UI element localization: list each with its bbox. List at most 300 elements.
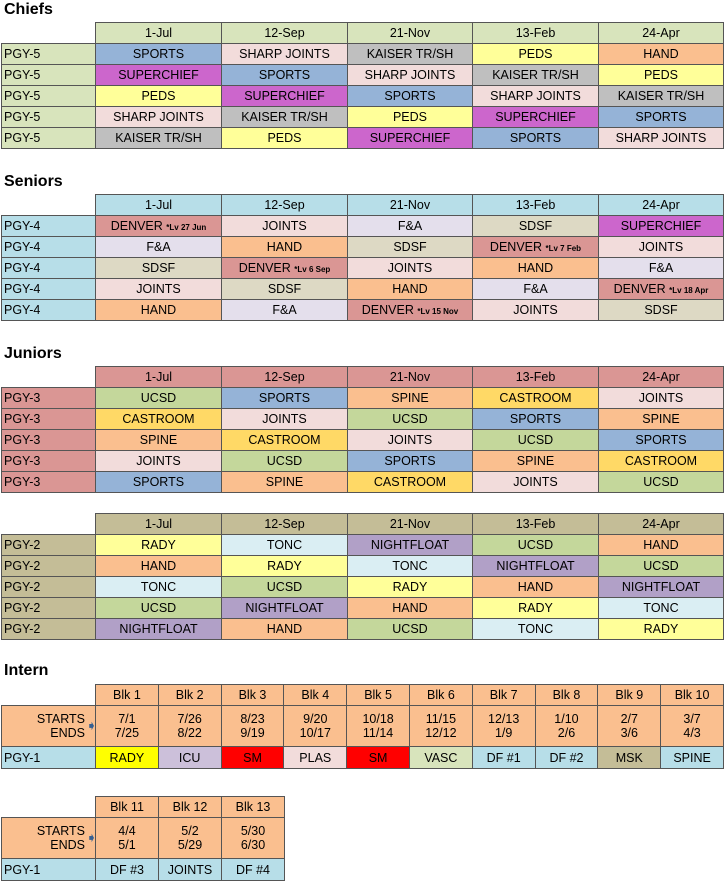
rotation-name: TONC [266, 538, 303, 552]
table-row [2, 300, 724, 321]
blank-cell [2, 685, 96, 706]
rotation-name: UCSD [517, 433, 554, 447]
chiefs-table [1, 22, 724, 149]
rotation-name: CASTROOM [248, 433, 321, 447]
rotation-name: NIGHTFLOAT [245, 601, 324, 615]
block-dates [96, 706, 159, 747]
block-end: 10/17 [299, 726, 331, 740]
rotation-name: CASTROOM [499, 391, 572, 405]
block-start: 8/23 [240, 712, 265, 726]
rotation-name: SDSF [518, 219, 553, 233]
block-header: Blk 4 [284, 685, 347, 706]
intern-title: Intern [4, 662, 49, 679]
block-dates [96, 818, 159, 859]
rotation-name: UCSD [266, 580, 303, 594]
rotation-name: HAND [517, 580, 554, 594]
rotation-name: HAND [392, 601, 428, 615]
rotation-name: JOINTS [136, 282, 181, 296]
rotation-name: DENVER [238, 261, 291, 275]
block-start: 7/26 [177, 712, 202, 726]
intern-rotation-cell: RADY [96, 747, 159, 769]
row-label: PGY-2 [2, 535, 96, 556]
intern-table-2 [1, 796, 285, 881]
pgy2-table [1, 513, 724, 640]
table-row [2, 44, 724, 65]
rotation-cell [222, 128, 348, 149]
seniors-table [1, 194, 724, 321]
rotation-cell [348, 44, 473, 65]
rotation-name: SPORTS [258, 68, 311, 82]
rotation-name: RADY [267, 559, 302, 573]
rotation-cell [473, 388, 599, 409]
rotation-cell [473, 107, 599, 128]
rotation-cell [599, 556, 724, 577]
leave-note: *Lv 18 Apr [669, 286, 709, 295]
rotation-cell [348, 535, 473, 556]
pgy1-row [2, 747, 724, 769]
row-label: PGY-1 [2, 859, 96, 881]
rotation-name: PEDS [518, 47, 553, 61]
rotation-cell [222, 86, 348, 107]
rotation-cell [348, 216, 473, 237]
row-label: PGY-4 [2, 216, 96, 237]
rotation-name: DENVER [361, 303, 414, 317]
block-dates [159, 818, 222, 859]
rotation-cell [473, 279, 599, 300]
rotation-name: KAISER TR/SH [366, 47, 454, 61]
rotation-name: JOINTS [387, 433, 433, 447]
rotation-name: CASTROOM [624, 454, 698, 468]
rotation-cell [599, 216, 724, 237]
dates-row [2, 706, 724, 747]
table-row [2, 237, 724, 258]
arrow-right-icon: ➧ [86, 830, 97, 845]
block-dates [222, 818, 285, 859]
rotation-cell [222, 556, 348, 577]
rotation-cell [96, 65, 222, 86]
intern-rotation-cell: DF #4 [222, 859, 285, 881]
row-label: PGY-2 [2, 556, 96, 577]
block-header: Blk 8 [535, 685, 598, 706]
rotation-cell [348, 409, 473, 430]
rotation-name: UCSD [140, 391, 177, 405]
table-row [2, 598, 724, 619]
rotation-name: SPINE [516, 454, 555, 468]
block-end: 5/29 [177, 838, 203, 852]
rotation-name: PEDS [392, 110, 428, 124]
rotation-name: F&A [272, 303, 297, 317]
rotation-cell [348, 577, 473, 598]
block-end: 2/6 [557, 726, 576, 740]
rotation-name: KAISER TR/SH [241, 110, 328, 124]
rotation-name: PEDS [267, 131, 302, 145]
rotation-name: SPORTS [509, 131, 562, 145]
rotation-cell [348, 128, 473, 149]
row-label: PGY-4 [2, 279, 96, 300]
date-header: 13-Feb [473, 514, 599, 535]
date-header: 12-Sep [222, 367, 348, 388]
rotation-cell [473, 237, 599, 258]
rotation-name: SDSF [393, 240, 427, 254]
block-dates [158, 706, 221, 747]
rotation-cell [96, 451, 222, 472]
rotation-cell [96, 258, 222, 279]
rotation-name: JOINTS [136, 454, 181, 468]
block-header-row [2, 797, 285, 818]
rotation-cell [348, 300, 473, 321]
rotation-cell [96, 598, 222, 619]
starts-ends-label [2, 818, 96, 859]
block-header: Blk 6 [409, 685, 472, 706]
rotation-name: F&A [648, 261, 674, 275]
rotation-cell [348, 107, 473, 128]
rotation-name: F&A [146, 240, 171, 254]
rotation-cell [599, 451, 724, 472]
block-start: 1/10 [554, 712, 579, 726]
rotation-cell [96, 619, 222, 640]
rotation-cell [96, 535, 222, 556]
rotation-cell [599, 577, 724, 598]
rotation-cell [348, 86, 473, 107]
rotation-name: SPINE [391, 391, 429, 405]
rotation-name: TONC [140, 580, 177, 594]
block-end: 12/12 [425, 726, 457, 740]
rotation-name: SPORTS [635, 433, 687, 447]
intern-rotation-cell: SM [347, 747, 410, 769]
rotation-cell [96, 388, 222, 409]
rotation-cell [222, 388, 348, 409]
rotation-cell [599, 619, 724, 640]
rotation-cell [599, 300, 724, 321]
ends-label: ENDS [50, 726, 85, 740]
row-label: PGY-5 [2, 128, 96, 149]
rotation-name: HAND [643, 47, 679, 61]
rotation-cell [348, 388, 473, 409]
table-row [2, 388, 724, 409]
rotation-name: CASTROOM [122, 412, 195, 426]
rotation-cell [473, 556, 599, 577]
table-row [2, 65, 724, 86]
rotation-cell [96, 44, 222, 65]
row-label: PGY-5 [2, 86, 96, 107]
block-end: 7/25 [114, 726, 140, 740]
date-header: 24-Apr [599, 23, 724, 44]
rotation-cell [599, 258, 724, 279]
row-label: PGY-3 [2, 409, 96, 430]
rotation-cell [599, 430, 724, 451]
date-header: 13-Feb [473, 23, 599, 44]
rotation-cell [599, 237, 724, 258]
header-row [2, 195, 724, 216]
rotation-name: SUPERCHIEF [495, 110, 576, 124]
date-header: 1-Jul [96, 514, 222, 535]
rotation-name: TONC [643, 601, 679, 615]
table-row [2, 535, 724, 556]
rotation-cell [96, 409, 222, 430]
date-header: 12-Sep [222, 195, 348, 216]
blank-cell [2, 797, 96, 818]
rotation-cell [599, 279, 724, 300]
rotation-name: PEDS [141, 89, 176, 103]
row-label: PGY-4 [2, 258, 96, 279]
rotation-name: SUPERCHIEF [118, 68, 199, 82]
row-label: PGY-5 [2, 65, 96, 86]
rotation-cell [222, 451, 348, 472]
rotation-cell [222, 577, 348, 598]
rotation-name: SHARP JOINTS [113, 110, 204, 124]
starts-label: STARTS [36, 824, 85, 838]
blank-cell [2, 23, 96, 44]
intern-rotation-cell: DF #3 [96, 859, 159, 881]
rotation-cell [599, 86, 724, 107]
rotation-name: RADY [141, 538, 176, 552]
rotation-cell [348, 279, 473, 300]
table-row [2, 258, 724, 279]
intern-rotation-cell: PLAS [284, 747, 347, 769]
chiefs-title: Chiefs [4, 1, 53, 18]
intern-rotation-cell: ICU [158, 747, 221, 769]
rotation-cell [222, 535, 348, 556]
rotation-name: JOINTS [513, 475, 558, 489]
rotation-cell [473, 535, 599, 556]
table-row [2, 577, 724, 598]
starts-label: STARTS [36, 712, 85, 726]
rotation-cell [473, 216, 599, 237]
rotation-cell [473, 619, 599, 640]
rotation-name: F&A [523, 282, 548, 296]
juniors-title: Juniors [4, 345, 62, 362]
rotation-name: DENVER [489, 240, 543, 254]
rotation-name: SPORTS [132, 47, 185, 61]
block-dates [221, 706, 284, 747]
rotation-cell [96, 86, 222, 107]
arrow-right-icon: ➧ [86, 718, 97, 733]
table-row [2, 472, 724, 493]
rotation-name: CASTROOM [373, 475, 447, 489]
block-end: 1/9 [494, 726, 513, 740]
header-row [2, 23, 724, 44]
rotation-name: UCSD [266, 454, 303, 468]
block-dates [661, 706, 724, 747]
starts-ends-label [2, 706, 96, 747]
block-start: 10/18 [362, 712, 394, 726]
rotation-cell [473, 409, 599, 430]
rotation-name: SPINE [265, 475, 304, 489]
rotation-name: JOINTS [638, 240, 684, 254]
rotation-name: SHARP JOINTS [615, 131, 707, 145]
block-start: 3/7 [683, 712, 701, 726]
rotation-cell [348, 65, 473, 86]
dates-row [2, 818, 285, 859]
table-row [2, 107, 724, 128]
table-row [2, 556, 724, 577]
rotation-name: SDSF [644, 303, 678, 317]
row-label: PGY-1 [2, 747, 96, 769]
intern-rotation-cell: JOINTS [159, 859, 222, 881]
block-end: 3/6 [620, 726, 638, 740]
block-dates [347, 706, 410, 747]
rotation-cell [96, 107, 222, 128]
rotation-name: SPORTS [384, 89, 436, 103]
rotation-cell [222, 598, 348, 619]
date-header: 21-Nov [348, 23, 473, 44]
rotation-cell [222, 409, 348, 430]
row-label: PGY-5 [2, 107, 96, 128]
date-header: 24-Apr [599, 514, 724, 535]
rotation-cell [473, 598, 599, 619]
rotation-cell [473, 577, 599, 598]
intern-table-1 [1, 684, 724, 769]
rotation-name: SPORTS [635, 110, 687, 124]
block-end: 8/22 [177, 726, 202, 740]
rotation-cell [473, 65, 599, 86]
block-start: 2/7 [620, 712, 638, 726]
intern-rotation-cell: MSK [598, 747, 661, 769]
block-dates [409, 706, 472, 747]
row-label: PGY-2 [2, 577, 96, 598]
blank-cell [2, 514, 96, 535]
rotation-cell [599, 472, 724, 493]
rotation-cell [348, 556, 473, 577]
block-start: 11/15 [425, 712, 457, 726]
block-start: 7/1 [118, 712, 136, 726]
rotation-cell [222, 300, 348, 321]
ends-label: ENDS [50, 838, 85, 852]
block-start: 5/30 [240, 824, 266, 838]
rotation-cell [348, 619, 473, 640]
block-header: Blk 12 [159, 797, 222, 818]
table-row [2, 430, 724, 451]
rotation-name: UCSD [392, 412, 428, 426]
rotation-name: SPORTS [384, 454, 436, 468]
rotation-name: SHARP JOINTS [364, 68, 456, 82]
intern-rotation-cell: SM [221, 747, 284, 769]
rotation-name: UCSD [643, 475, 679, 489]
date-header: 13-Feb [473, 195, 599, 216]
rotation-cell [222, 472, 348, 493]
intern-rotation-cell: VASC [409, 747, 472, 769]
rotation-cell [96, 472, 222, 493]
rotation-cell [222, 44, 348, 65]
rotation-cell [473, 44, 599, 65]
date-header: 21-Nov [348, 514, 473, 535]
rotation-cell [473, 451, 599, 472]
rotation-name: HAND [517, 261, 554, 275]
rotation-cell [473, 300, 599, 321]
rotation-cell [222, 619, 348, 640]
juniors-table [1, 366, 724, 493]
block-dates [598, 706, 661, 747]
row-label: PGY-2 [2, 619, 96, 640]
rotation-name: UCSD [643, 559, 679, 573]
rotation-cell [222, 216, 348, 237]
rotation-name: JOINTS [262, 219, 307, 233]
rotation-cell [473, 430, 599, 451]
block-dates [284, 706, 347, 747]
rotation-cell [473, 472, 599, 493]
row-label: PGY-4 [2, 237, 96, 258]
rotation-cell [348, 430, 473, 451]
block-start: 4/4 [118, 824, 136, 838]
pgy1-row [2, 859, 285, 881]
rotation-cell [222, 65, 348, 86]
table-row [2, 86, 724, 107]
rotation-name: SPORTS [258, 391, 311, 405]
rotation-name: SDSF [141, 261, 176, 275]
block-header: Blk 7 [472, 685, 535, 706]
rotation-cell [96, 556, 222, 577]
leave-note: *Lv 27 Jun [166, 223, 207, 232]
rotation-cell [599, 535, 724, 556]
block-end: 5/1 [118, 838, 136, 852]
rotation-name: KAISER TR/SH [115, 131, 202, 145]
rotation-cell [96, 279, 222, 300]
table-row [2, 216, 724, 237]
rotation-cell [222, 237, 348, 258]
date-header: 1-Jul [96, 195, 222, 216]
rotation-cell [599, 409, 724, 430]
rotation-cell [96, 237, 222, 258]
block-dates [535, 706, 598, 747]
rotation-name: SUPERCHIEF [244, 89, 325, 103]
rotation-name: KAISER TR/SH [492, 68, 579, 82]
rotation-name: NIGHTFLOAT [370, 538, 450, 552]
header-row [2, 514, 724, 535]
rotation-name: HAND [140, 559, 177, 573]
block-header: Blk 5 [347, 685, 410, 706]
rotation-cell [96, 577, 222, 598]
rotation-name: HAND [643, 538, 679, 552]
date-header: 12-Sep [222, 514, 348, 535]
row-label: PGY-3 [2, 451, 96, 472]
block-header-row [2, 685, 724, 706]
rotation-cell [222, 107, 348, 128]
rotation-name: SDSF [267, 282, 302, 296]
rotation-name: F&A [397, 219, 423, 233]
date-header: 24-Apr [599, 367, 724, 388]
date-header: 13-Feb [473, 367, 599, 388]
rotation-cell [599, 65, 724, 86]
intern-rotation-cell: DF #2 [535, 747, 598, 769]
intern-rotation-cell: DF #1 [472, 747, 535, 769]
table-row [2, 128, 724, 149]
rotation-name: HAND [392, 282, 428, 296]
block-start: 12/13 [488, 712, 520, 726]
block-end: 6/30 [240, 838, 266, 852]
block-header: Blk 9 [598, 685, 661, 706]
rotation-cell [96, 430, 222, 451]
rotation-name: JOINTS [513, 303, 558, 317]
rotation-name: SUPERCHIEF [620, 219, 702, 233]
rotation-cell [599, 44, 724, 65]
block-header: Blk 10 [661, 685, 724, 706]
block-header: Blk 13 [222, 797, 285, 818]
rotation-cell [599, 128, 724, 149]
block-header: Blk 2 [158, 685, 221, 706]
rotation-name: UCSD [517, 538, 554, 552]
rotation-name: NIGHTFLOAT [496, 559, 575, 573]
date-header: 24-Apr [599, 195, 724, 216]
rotation-name: RADY [643, 622, 679, 636]
rotation-cell [473, 258, 599, 279]
leave-note: *Lv 15 Nov [417, 307, 459, 316]
rotation-name: JOINTS [387, 261, 433, 275]
rotation-name: DENVER [110, 219, 163, 233]
block-header: Blk 11 [96, 797, 159, 818]
block-start: 5/2 [181, 824, 199, 838]
date-header: 21-Nov [348, 367, 473, 388]
rotation-name: SUPERCHIEF [369, 131, 451, 145]
